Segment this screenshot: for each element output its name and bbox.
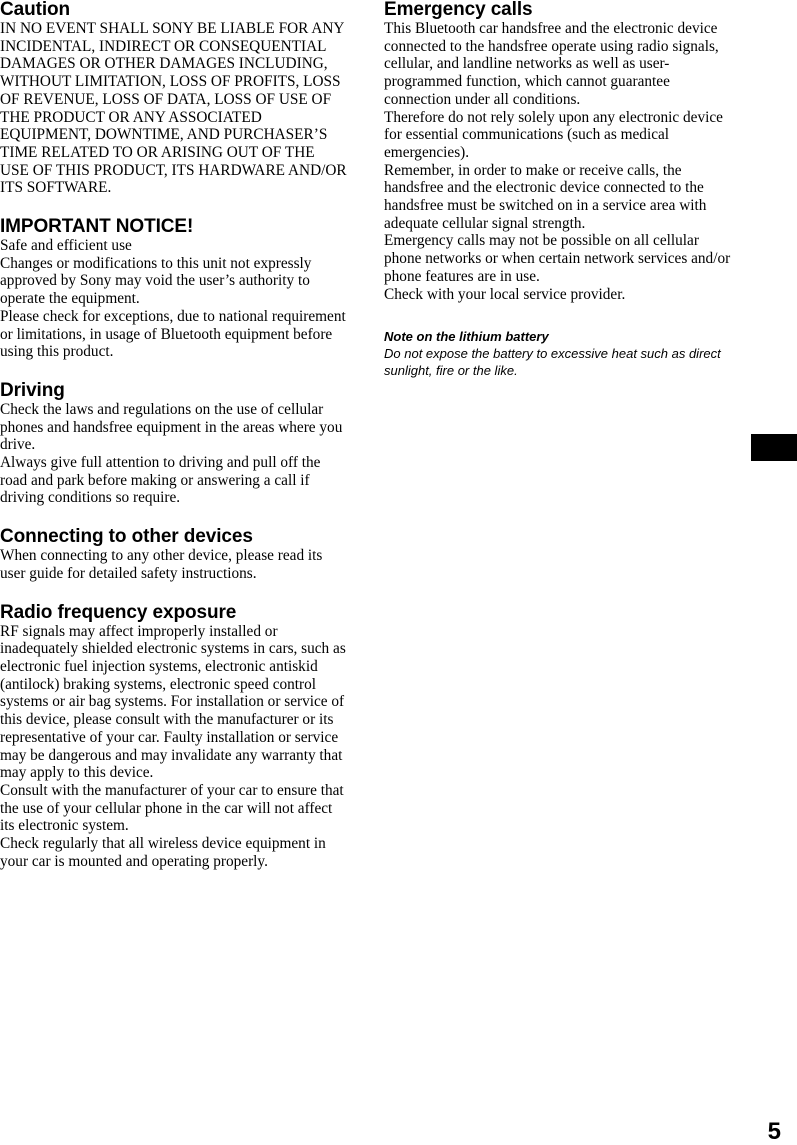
page-number: 5 xyxy=(767,1118,781,1145)
right-column xyxy=(384,0,734,323)
driving-section xyxy=(0,381,347,507)
emergency-paragraph-2: Therefore do not rely solely upon any electronic device for essential communications (such as medical emergencies). xyxy=(384,108,723,161)
driving-laws-paragraph: Check the laws and regulations on the use of cellular phones and handsfree equipment in the areas where you drive. xyxy=(0,400,343,454)
emergency-paragraph-5: Check with your local service provider. xyxy=(384,285,626,303)
check-equipment-paragraph: Check regularly that all wireless device equipment in your car is mounted and operating properly. xyxy=(0,835,326,870)
rf-signals-paragraph: RF signals may affect improperly installed or inadequately shielded electronic systems in cars, such as electronic fuel injection systems, electronic antiskid (antilock) braking systems, electronic speed control systems or air bag systems. For installation or service of this device, please consult with the manufacturer or its representative of your car. Faulty installation or service may be dangerous and may invalidate any warranty that may apply to this device. xyxy=(0,622,346,782)
consult-paragraph: Consult with the manufacturer of your car to ensure that the use of your cellular phone in the car will not affect its electronic system. xyxy=(0,781,344,835)
left-column xyxy=(0,0,347,890)
radio-section xyxy=(0,603,347,871)
caution-heading: Caution xyxy=(0,0,71,20)
caution-paragraph: IN NO EVENT SHALL SONY BE LIABLE FOR ANY INCIDENTAL, INDIRECT OR CONSEQUENTIAL DAMAGES OR OTHER DAMAGES INCLUDING, WITHOUT LIMITATION, LOSS OF PROFITS, LOSS OF REVENUE, LOSS OF DATA, LOSS OF USE OF THE PRODUCT OR ANY ASSOCIATED EQUIPMENT, DOWNTIME, AND PURCHASER’S TIME RELATED TO OR ARISING OUT OF THE USE OF THIS PRODUCT, ITS HARDWARE AND/OR ITS SOFTWARE. xyxy=(0,20,347,197)
important-notice-heading: IMPORTANT NOTICE! xyxy=(0,216,194,238)
note-title: Note on the lithium battery xyxy=(384,329,549,344)
emergency-section xyxy=(384,0,734,303)
emergency-paragraph-1: This Bluetooth car handsfree and the electronic device connected to the handsfree operate using radio signals, cellular, and landline networks as well as user-programmed function, which cannot guarantee connection under all conditions. xyxy=(384,20,719,108)
lithium-battery-note xyxy=(384,328,734,379)
connecting-paragraph: When connecting to any other device, please read its user guide for detailed safety instructions. xyxy=(0,547,323,582)
important-notice-section xyxy=(0,217,347,361)
driving-attention-paragraph: Always give full attention to driving and pull off the road and park before making or answering a call if driving conditions so require. xyxy=(0,454,321,507)
connecting-heading: Connecting to other devices xyxy=(0,526,253,548)
modifications-paragraph: Changes or modifications to this unit not expressly approved by Sony may void the user’s authority to operate the equipment. xyxy=(0,254,312,308)
emergency-heading: Emergency calls xyxy=(384,0,533,20)
emergency-paragraph-3: Remember, in order to make or receive calls, the handsfree and the electronic device connected to the handsfree must be switched on in a service area with adequate cellular signal strength. xyxy=(384,161,707,232)
connecting-section xyxy=(0,527,347,582)
caution-section xyxy=(0,0,347,197)
radio-heading: Radio frequency exposure xyxy=(0,601,237,623)
note-body: Do not expose the battery to excessive heat such as direct sunlight, fire or the like. xyxy=(384,346,721,378)
driving-heading: Driving xyxy=(0,379,65,401)
safe-use-line: Safe and efficient use xyxy=(0,237,132,255)
exceptions-paragraph: Please check for exceptions, due to national requirement or limitations, in usage of Bluetooth equipment before using this product. xyxy=(0,307,346,361)
emergency-paragraph-4: Emergency calls may not be possible on all cellular phone networks or when certain network services and/or phone features are in use. xyxy=(384,232,731,285)
section-tab-marker xyxy=(751,434,797,461)
